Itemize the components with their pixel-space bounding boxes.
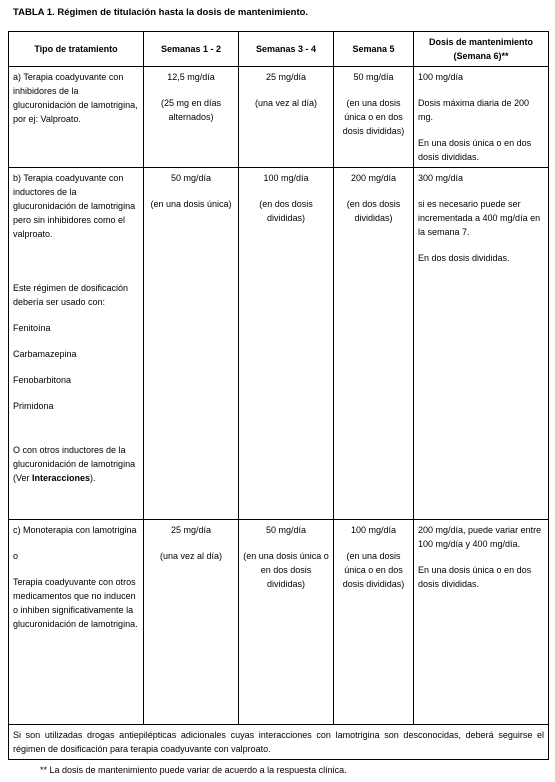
row-c-w34-dose: 50 mg/día bbox=[265, 525, 307, 535]
row-b-week-5 bbox=[334, 168, 414, 520]
row-b-w34-note: (en dos dosis divididas) bbox=[259, 199, 313, 223]
row-a-week-5 bbox=[334, 67, 414, 168]
row-c-w34-note: (en una dosis única o en dos dosis divididas) bbox=[243, 551, 329, 589]
row-b-weeks-1-2 bbox=[144, 168, 239, 520]
row-b-regimen: Este régimen de dosificación debería ser usado con: bbox=[13, 283, 129, 307]
row-b-maint-2: si es necesario puede ser incrementada a 400 mg/día en la semana 7. bbox=[418, 199, 541, 237]
row-a-w34-dose: 25 mg/día bbox=[265, 72, 307, 82]
row-c-type-2: o bbox=[13, 551, 19, 561]
row-a-w5-note: (en una dosis única o en dos dosis divididas) bbox=[342, 98, 405, 136]
row-c-w12-note: (una vez al día) bbox=[159, 551, 223, 561]
row-c-type-1: c) Monoterapia con lamotrigina bbox=[13, 525, 137, 535]
row-b-type bbox=[9, 168, 144, 520]
row-c-week-5 bbox=[334, 520, 414, 725]
row-c-type-3: Terapia coadyuvante con otros medicamentos que no inducen o inhiben significativamente la glucuronidación de lamotrigina. bbox=[13, 577, 138, 629]
row-c-weeks-1-2 bbox=[144, 520, 239, 725]
row-a-type bbox=[9, 67, 144, 168]
row-a-w12-note: (25 mg en días alternados) bbox=[160, 98, 222, 122]
row-a-weeks-1-2 bbox=[144, 67, 239, 168]
row-c-w5-dose: 100 mg/día bbox=[350, 525, 397, 535]
dosing-table bbox=[8, 31, 549, 760]
row-c-w5-note: (en una dosis única o en dos dosis divididas) bbox=[342, 551, 405, 589]
row-a-maint-3: En una dosis única o en dos dosis divididas. bbox=[418, 138, 532, 162]
row-b-weeks-3-4 bbox=[239, 168, 334, 520]
row-b-drug-4: Primidona bbox=[13, 401, 54, 411]
row-a-maintenance bbox=[414, 67, 549, 168]
maintenance-footnote: ** La dosis de mantenimiento puede variar de acuerdo a la respuesta clínica. bbox=[40, 765, 347, 775]
row-a-w5-dose: 50 mg/día bbox=[353, 72, 394, 82]
header-row bbox=[9, 32, 549, 67]
table-row bbox=[9, 520, 549, 725]
row-c-weeks-3-4 bbox=[239, 520, 334, 725]
row-b-w5-note: (en dos dosis divididas) bbox=[346, 199, 401, 223]
header-weeks-3-4: Semanas 3 - 4 bbox=[239, 32, 334, 67]
row-b-drug-3: Fenobarbitona bbox=[13, 375, 72, 385]
row-b-maint-3: En dos dosis divididas. bbox=[418, 253, 510, 263]
row-c-type bbox=[9, 520, 144, 725]
footer-row bbox=[9, 725, 549, 760]
row-b-other-inducers: O con otros inductores de la glucuronidación de lamotrigina (Ver Interacciones). bbox=[13, 445, 136, 483]
header-weeks-1-2: Semanas 1 - 2 bbox=[144, 32, 239, 67]
row-b-type-text: b) Terapia coadyuvante con inductores de la glucuronidación de lamotrigina pero sin inhibidores como el valproato. bbox=[13, 173, 136, 239]
header-maintenance: Dosis de mantenimiento (Semana 6)** bbox=[414, 32, 549, 67]
row-a-maint-1: 100 mg/día bbox=[418, 72, 464, 82]
row-b-maintenance bbox=[414, 168, 549, 520]
row-c-maintenance bbox=[414, 520, 549, 725]
table-row bbox=[9, 168, 549, 520]
row-b-w34-dose: 100 mg/día bbox=[263, 173, 309, 183]
row-b-drug-2: Carbamazepina bbox=[13, 349, 77, 359]
table-title: TABLA 1. Régimen de titulación hasta la dosis de mantenimiento. bbox=[13, 7, 309, 18]
row-b-maint-1: 300 mg/día bbox=[418, 173, 464, 183]
header-treatment-type: Tipo de tratamiento bbox=[9, 32, 144, 67]
row-b-w5-dose: 200 mg/día bbox=[350, 173, 397, 183]
row-b-w12-note: (en una dosis única) bbox=[150, 199, 232, 209]
row-c-w12-dose: 25 mg/día bbox=[170, 525, 212, 535]
row-b-w12-dose: 50 mg/día bbox=[170, 173, 212, 183]
row-a-type-text: a) Terapia coadyuvante con inhibidores de la glucuronidación de lamotrigina, por ej: Valproato. bbox=[13, 72, 138, 124]
row-c-maint-2: En una dosis única o en dos dosis divididas. bbox=[418, 565, 532, 589]
interactions-reference: Interacciones bbox=[32, 473, 91, 483]
row-a-weeks-3-4 bbox=[239, 67, 334, 168]
header-week-5: Semana 5 bbox=[334, 32, 414, 67]
row-a-w12-dose: 12,5 mg/día bbox=[167, 72, 215, 82]
row-c-maint-1: 200 mg/día, puede variar entre 100 mg/día y 400 mg/día. bbox=[418, 525, 542, 549]
footer-note: Si son utilizadas drogas antiepilépticas adicionales cuyas interacciones con lamotrigina son desconocidas, deberá seguirse el régimen de dosificación para terapia coadyuvante con valproato. bbox=[9, 725, 549, 760]
row-a-maint-2: Dosis máxima diaria de 200 mg. bbox=[418, 98, 530, 122]
row-a-w34-note: (una vez al día) bbox=[254, 98, 318, 108]
table-row bbox=[9, 67, 549, 168]
row-b-drug-1: Fenitoína bbox=[13, 323, 51, 333]
